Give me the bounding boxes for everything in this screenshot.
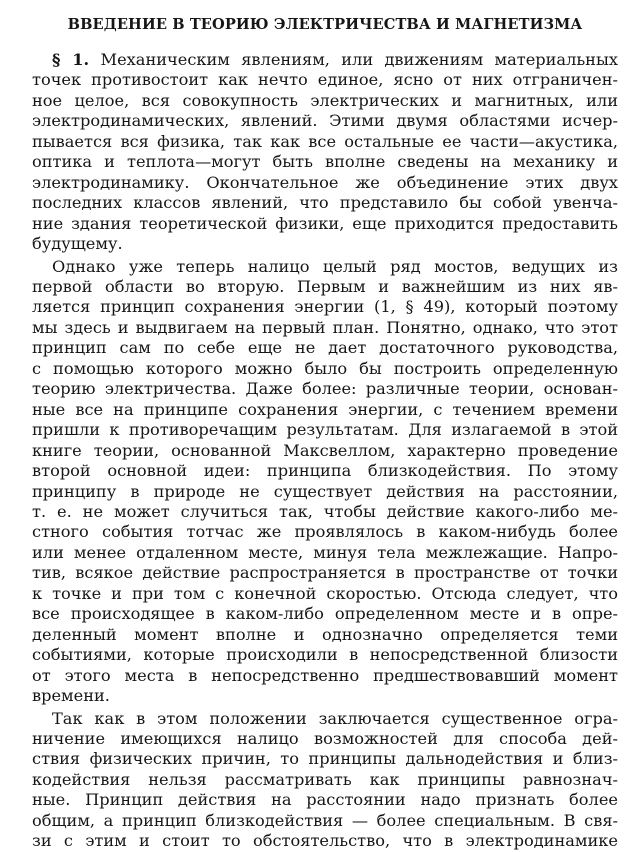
text-line: точек противостоит как нечто единое, ясно от них отграничен- [32, 70, 618, 90]
text-line: принцип сам по себе еще не дает достаточного руководства, [32, 338, 618, 358]
text-fragment: Механическим явлениям, или движениям материальных [89, 50, 618, 69]
paragraph-1 [32, 50, 618, 255]
text-line: зи с этим и стоит то обстоятельство, что в электродинамике [32, 831, 618, 851]
text-line: будущему. [32, 234, 123, 254]
text-line: пывается вся физика, так как все остальные ее части—акустика, [32, 131, 618, 151]
text-line: ные все на принципе сохранения энергии, с течением времени [32, 399, 618, 419]
text-line: второй основной идеи: принципа близкодействия. По этому [32, 461, 618, 481]
section-mark: § 1. [52, 50, 90, 69]
text-line: т. е. не может случиться так, чтобы действие какого-либо ме- [32, 501, 618, 521]
text-line: пришли к противоречащим результатам. Для излагаемой в этой [32, 420, 618, 440]
text-line: книге теории, основанной Максвеллом, характерно проведение [32, 440, 618, 460]
text-line: принципу в природе не существует действия на расстоянии, [32, 481, 618, 501]
paragraph-2 [32, 257, 618, 707]
text-line: электродинамику. Окончательное же объединение этих двух [32, 172, 618, 192]
text-line: событиями, которые происходили в непосредственной близости [32, 645, 618, 665]
text-line: мы здесь и выдвигаем на первый план. Понятно, однако, что этот [32, 317, 618, 337]
text-line: с помощью которого можно было бы построить определенную [32, 358, 618, 378]
text-line: времени. [32, 686, 110, 706]
chapter-title: ВВЕДЕНИЕ В ТЕОРИЮ ЭЛЕКТРИЧЕСТВА И МАГНЕТИЗМА [67, 16, 583, 33]
text-line: к точке и при том с конечной скоростью. Отсюда следует, что [32, 583, 618, 603]
text-line: тив, всякое действие распространяется в пространстве от точки [32, 563, 618, 583]
text-line: все происходящее в каком-либо определенном месте и в опре- [32, 604, 618, 624]
text-line: кодействия нельзя рассматривать как принципы равнознач- [32, 769, 618, 789]
text-line: Так как в этом положении заключается существенное огра- [52, 708, 618, 728]
text-line: стного события тотчас же проявлялось в каком-нибудь более [32, 522, 618, 542]
text-line: от этого места в непосредственно предшествовавший момент [32, 665, 618, 685]
text-line: или менее отдаленном месте, минуя тела межлежащие. Напро- [32, 542, 618, 562]
text-line: последних классов явлений, что представило бы собой увенча- [32, 193, 618, 213]
text-line: деленный момент вполне и однозначно определяется теми [32, 624, 618, 644]
text-line: Однако уже теперь налицо целый ряд мостов, ведущих из [52, 256, 618, 276]
text-line: ние здания теоретической физики, еще приходится предоставить [32, 213, 618, 233]
text-line: ное целое, вся совокупность электрических и магнитных, или [32, 90, 618, 110]
text-line [32, 50, 618, 70]
text-line: ляется принцип сохранения энергии (1, § 49), который поэтому [32, 297, 618, 317]
text-line: теорию электричества. Даже более: различные теории, основан- [32, 379, 618, 399]
text-line: электродинамических, явлений. Этими двумя областями исчер- [32, 111, 618, 131]
text-line: ничение имеющихся налицо возможностей для способа дей- [32, 728, 618, 748]
text-line: первой области во вторую. Первым и важнейшим из них яв- [32, 276, 618, 296]
text-line: общим, а принцип близкодействия — более специальным. В свя- [32, 810, 618, 830]
text-line: ные. Принцип действия на расстоянии надо признать более [32, 790, 618, 810]
text-line: ствия физических причин, то принципы дальнодействия и близ- [32, 749, 618, 769]
paragraph-3 [32, 709, 618, 852]
text-line: оптика и теплота—могут быть вполне сведены на механику и [32, 152, 618, 172]
